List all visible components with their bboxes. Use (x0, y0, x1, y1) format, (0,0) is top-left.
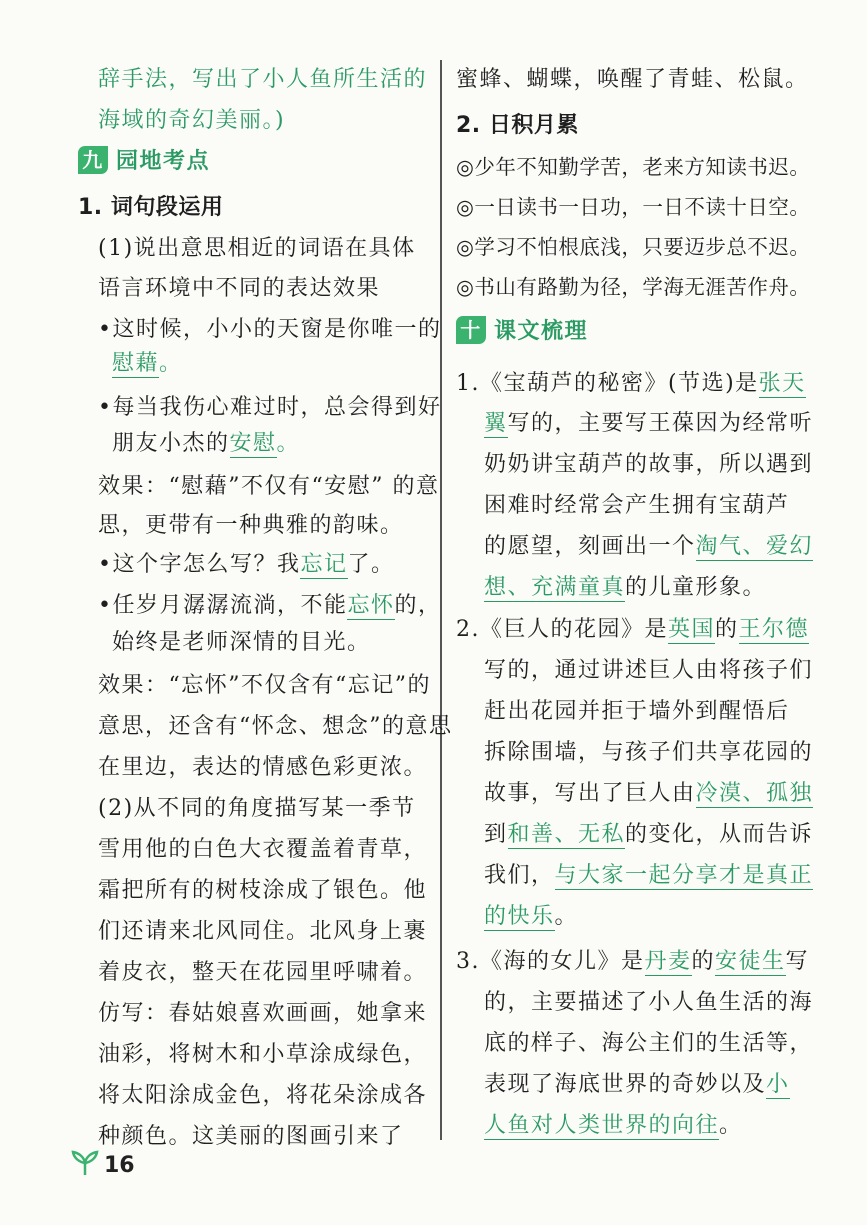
bullet-line: •每当我伤心难过时，总会得到好 (98, 395, 442, 420)
text-line: 始终是老师深情的目光。 (112, 630, 371, 655)
text-line: 海域的奇幻美丽。) (98, 108, 286, 133)
text-line: 着皮衣，整天在花园里呼啸着。 (98, 960, 428, 985)
text-line: 表现了海底世界的奇妙以及小 (484, 1072, 790, 1097)
text-line: 赶出花园并拒于墙外到醒悟后 (484, 699, 790, 724)
bullet-line: •任岁月潺潺流淌，不能忘怀的， (98, 593, 442, 618)
text-line: 奶奶讲宝葫芦的故事，所以遇到 (484, 452, 814, 477)
answer-fill: 的快乐 (484, 904, 555, 929)
answer-fill: 忘怀 (347, 593, 395, 618)
answer-fill: 想、充满童真 (484, 575, 626, 600)
text-line: 3.《海的女儿》是丹麦的安徒生写 (456, 949, 810, 974)
quote-line: ◎学习不怕根底浅，只要迈步总不迟。 (456, 235, 811, 259)
text-line: 将太阳涂成金色，将花朵涂成各 (98, 1083, 428, 1108)
answer-fill: 忘记 (300, 552, 348, 577)
answer-fill: 英国 (668, 617, 716, 642)
text-line: 底的样子、海公主们的生活等， (484, 1031, 814, 1056)
text-line: 蜜蜂、蝴蝶，唤醒了青蛙、松鼠。 (456, 67, 809, 92)
text-line: 种颜色。这美丽的图画引来了 (98, 1124, 404, 1149)
text-line: 意思，还含有“怀念、想念”的意思 (98, 714, 453, 739)
text-line: 写的，通过讲述巨人由将孩子们 (484, 658, 814, 683)
text-line: 语言环境中不同的表达效果 (98, 276, 381, 301)
section-number-badge: 九 (78, 146, 108, 174)
text-line: (2)从不同的角度描写某一季节 (98, 796, 416, 821)
answer-fill: 丹麦 (644, 949, 692, 974)
text-line: 们还请来北风同住。北风身上裹 (98, 919, 428, 944)
text-line: 的快乐。 (484, 904, 579, 929)
bullet-line: •这个字怎么写？我忘记了。 (98, 552, 395, 577)
text-line: 辞手法，写出了小人鱼所生活的 (98, 67, 428, 92)
answer-fill: 安慰 (229, 431, 277, 456)
text-line: 的愿望，刻画出一个淘气、爱幻 (484, 534, 814, 559)
text-line: 的，主要描述了小人鱼生活的海 (484, 990, 814, 1015)
quote-line: ◎少年不知勤学苦，老来方知读书迟。 (456, 155, 811, 179)
section-title: 园地考点 (116, 149, 211, 174)
answer-fill: 冷漠、孤独 (695, 781, 814, 806)
text-line: 想、充满童真的儿童形象。 (484, 575, 767, 600)
section-heading-10 (456, 314, 588, 345)
answer-fill: 安徒生 (715, 949, 786, 974)
answer-fill: 和善、无私 (507, 822, 626, 847)
text-line: 雪用他的白色大衣覆盖着青草， (98, 837, 428, 862)
page-number: 16 (104, 1153, 135, 1178)
text-line: (1)说出意思相近的词语在具体 (98, 236, 416, 261)
text-line: 霜把所有的树枝涂成了银色。他 (98, 878, 428, 903)
text-line: 到和善、无私的变化，从而告诉 (484, 822, 814, 847)
quote-line: ◎书山有路勤为径，学海无涯苦作舟。 (456, 275, 811, 299)
quote-line: ◎一日读书一日功，一日不读十日空。 (456, 195, 811, 219)
text-line: 慰藉。 (112, 351, 183, 376)
subheading: 1. 词句段运用 (78, 195, 224, 220)
text-line: 仿写：春姑娘喜欢画画，她拿来 (98, 1001, 428, 1026)
text-line: 思，更带有一种典雅的韵味。 (98, 513, 404, 538)
text-line: 困难时经常会产生拥有宝葫芦 (484, 493, 790, 518)
text-line: 朋友小杰的安慰。 (112, 431, 301, 456)
text-line: 2.《巨人的花园》是英国的王尔德 (456, 617, 810, 642)
sprout-icon (70, 1150, 100, 1182)
answer-fill: 与大家一起分享才是真正 (554, 863, 814, 888)
text-line: 油彩，将树木和小草涂成绿色， (98, 1042, 428, 1067)
answer-fill: 王尔德 (738, 617, 810, 642)
subheading: 2. 日积月累 (456, 113, 579, 138)
text-line: 人鱼对人类世界的向往。 (484, 1113, 743, 1138)
answer-fill: 张天 (758, 371, 806, 396)
answer-fill: 翼 (484, 411, 508, 436)
text-line: 故事，写出了巨人由冷漠、孤独 (484, 781, 814, 806)
text-line: 在里边，表达的情感色彩更浓。 (98, 755, 428, 780)
text-line: 效果：“忘怀”不仅含有“忘记”的 (98, 673, 431, 698)
text-line: 我们，与大家一起分享才是真正 (484, 863, 814, 888)
answer-fill: 小 (766, 1072, 790, 1097)
page-footer (70, 1150, 135, 1182)
answer-fill: 淘气、爱幻 (695, 534, 814, 559)
text-line: 1.《宝葫芦的秘密》(节选)是张天 (456, 371, 806, 396)
text-line: 效果：“慰藉”不仅有“安慰” 的意 (98, 474, 440, 499)
answer-fill: 人鱼对人类世界的向往 (484, 1113, 720, 1138)
section-number-badge: 十 (456, 316, 486, 344)
section-heading-9 (78, 144, 210, 175)
text-line: 翼写的，主要写王葆因为经常听 (484, 411, 814, 436)
section-title: 课文梳理 (494, 319, 589, 344)
bullet-line: •这时候，小小的天窗是你唯一的 (98, 317, 442, 342)
text-line: 拆除围墙，与孩子们共享花园的 (484, 740, 814, 765)
answer-fill: 慰藉 (112, 351, 160, 376)
